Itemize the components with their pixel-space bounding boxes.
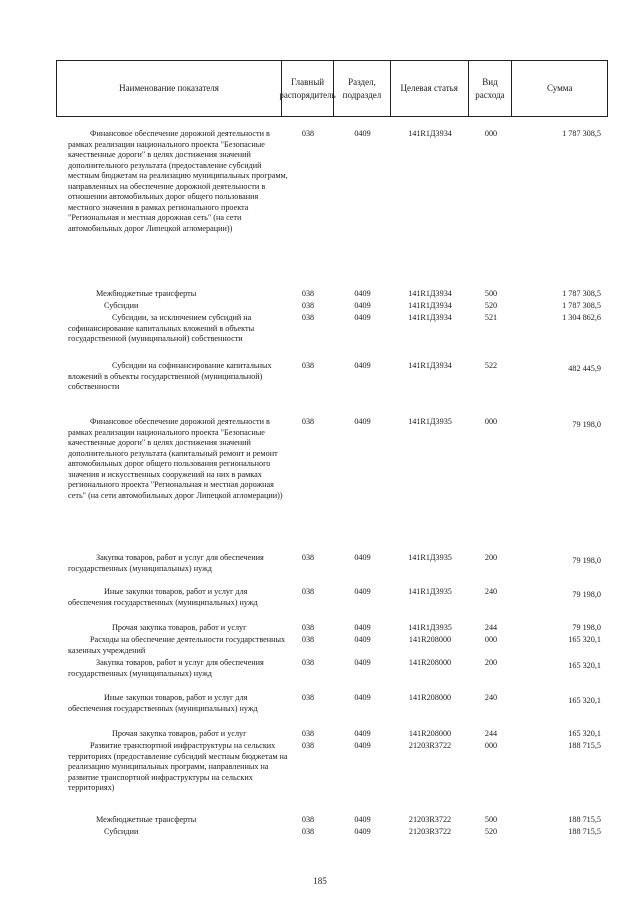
- row-razdel: 0409: [354, 635, 371, 644]
- row-name: Закупка товаров, работ и услуг для обеспечения государственных (муниципальных) нужд: [68, 658, 264, 678]
- row-name: Закупка товаров, работ и услуг для обеспечения государственных (муниципальных) нужд: [68, 553, 264, 573]
- row-vid: 200: [484, 658, 498, 667]
- row-celevaya: 141R1Д3934: [408, 129, 452, 138]
- row-celevaya: 21203R3722: [408, 741, 452, 750]
- row-celevaya: 141R1Д3934: [408, 301, 452, 310]
- row-vid: 500: [484, 815, 498, 824]
- row-celevaya: 141R1Д3935: [408, 587, 452, 596]
- row-razdel: 0409: [354, 313, 371, 322]
- row-vid: 000: [484, 741, 498, 750]
- row-vid: 244: [484, 729, 498, 738]
- row-name: Прочая закупка товаров, работ и услуг: [112, 623, 247, 632]
- row-vid: 240: [484, 693, 498, 702]
- row-summa: 79 198,0: [572, 556, 601, 565]
- row-vid: 521: [484, 313, 498, 322]
- row-razdel: 0409: [354, 693, 371, 702]
- header-glavny: Главный распорядитель: [282, 61, 334, 116]
- row-summa: 188 715,5: [568, 741, 601, 750]
- row-summa: 79 198,0: [572, 623, 601, 632]
- header-razdel: Раздел, подраздел: [334, 61, 391, 116]
- row-celevaya: 141R208000: [408, 693, 452, 702]
- row-razdel: 0409: [354, 815, 371, 824]
- row-celevaya: 141R1Д3934: [408, 313, 452, 322]
- row-glavny: 038: [301, 741, 315, 750]
- row-razdel: 0409: [354, 417, 371, 426]
- row-summa: 1 787 308,5: [562, 129, 601, 138]
- row-vid: 520: [484, 301, 498, 310]
- row-vid: 500: [484, 289, 498, 298]
- row-celevaya: 141R1Д3934: [408, 361, 452, 370]
- header-vid: Вид расхода: [469, 61, 513, 116]
- row-razdel: 0409: [354, 658, 371, 667]
- row-name: Межбюджетные трансферты: [96, 289, 197, 298]
- row-glavny: 038: [301, 693, 315, 702]
- row-razdel: 0409: [354, 587, 371, 596]
- row-glavny: 038: [301, 635, 315, 644]
- row-razdel: 0409: [354, 361, 371, 370]
- row-celevaya: 141R1Д3935: [408, 553, 452, 562]
- row-glavny: 038: [301, 827, 315, 836]
- row-razdel: 0409: [354, 729, 371, 738]
- row-summa: 165 320,1: [568, 635, 601, 644]
- row-summa: 482 445,9: [568, 364, 601, 373]
- row-glavny: 038: [301, 301, 315, 310]
- row-razdel: 0409: [354, 553, 371, 562]
- row-name: Расходы на обеспечение деятельности государственных казенных учреждений: [68, 635, 286, 655]
- row-vid: 000: [484, 129, 498, 138]
- row-vid: 522: [484, 361, 498, 370]
- row-razdel: 0409: [354, 623, 371, 632]
- row-summa: 188 715,5: [568, 827, 601, 836]
- row-vid: 244: [484, 623, 498, 632]
- row-summa: 1 787 308,5: [562, 301, 601, 310]
- row-name: Иные закупки товаров, работ и услуг для обеспечения государственных (муниципальных) нужд: [68, 693, 258, 713]
- row-summa: 1 304 862,6: [562, 313, 601, 322]
- row-celevaya: 141R208000: [408, 635, 452, 644]
- row-name: Субсидии: [104, 301, 139, 310]
- row-glavny: 038: [301, 313, 315, 322]
- row-summa: 165 320,1: [568, 661, 601, 670]
- row-celevaya: 141R1Д3935: [408, 417, 452, 426]
- row-celevaya: 21203R3722: [408, 827, 452, 836]
- row-glavny: 038: [301, 417, 315, 426]
- row-vid: 520: [484, 827, 498, 836]
- row-vid: 240: [484, 587, 498, 596]
- row-summa: 165 320,1: [568, 696, 601, 705]
- row-name: Прочая закупка товаров, работ и услуг: [112, 729, 247, 738]
- row-celevaya: 141R208000: [408, 658, 452, 667]
- row-summa: 79 198,0: [572, 420, 601, 429]
- header-celevaya: Целевая статья: [391, 61, 469, 116]
- row-name: Субсидии на софинансирование капитальных вложений в объекты государственной (муниципальной) собственности: [68, 361, 272, 391]
- row-name: Субсидии: [104, 827, 139, 836]
- row-celevaya: 141R208000: [408, 729, 452, 738]
- row-name: Иные закупки товаров, работ и услуг для обеспечения государственных (муниципальных) нужд: [68, 587, 258, 607]
- row-razdel: 0409: [354, 289, 371, 298]
- row-summa: 1 787 308,5: [562, 289, 601, 298]
- row-glavny: 038: [301, 623, 315, 632]
- row-glavny: 038: [301, 658, 315, 667]
- row-vid: 000: [484, 417, 498, 426]
- row-glavny: 038: [301, 289, 315, 298]
- row-glavny: 038: [301, 553, 315, 562]
- row-name: Развитие транспортной инфраструктуры на сельских территориях (предоставление субсидий местным бюджетам на реализацию муниципальных программ, направленных на развитие транспортной инфраструктуры на сельских территориях): [68, 741, 288, 792]
- row-glavny: 038: [301, 361, 315, 370]
- row-vid: 000: [484, 635, 498, 644]
- row-glavny: 038: [301, 729, 315, 738]
- row-name: Финансовое обеспечение дорожной деятельности в рамках реализации национального проекта "Безопасные качественные дороги" в целях достижения значений дополнительного результата (капитальный ремонт и ремонт автомобильных дорог общего пользования регионального значения и искусственных сооружений на них в рамках регионального проекта "Региональная и местная дорожная сеть" (на сети автомобильных дорог Липецкой агломерации)): [68, 417, 283, 500]
- row-celevaya: 21203R3722: [408, 815, 452, 824]
- row-summa: 188 715,5: [568, 815, 601, 824]
- row-summa: 79 198,0: [572, 590, 601, 599]
- row-glavny: 038: [301, 129, 315, 138]
- row-glavny: 038: [301, 587, 315, 596]
- header-name: Наименование показателя: [57, 61, 282, 116]
- row-celevaya: 141R1Д3934: [408, 289, 452, 298]
- row-glavny: 038: [301, 815, 315, 824]
- page-number: 185: [313, 876, 327, 886]
- table-header: [56, 60, 608, 117]
- header-summa: Сумма: [546, 83, 573, 93]
- row-razdel: 0409: [354, 827, 371, 836]
- row-razdel: 0409: [354, 301, 371, 310]
- row-name: Межбюджетные трансферты: [96, 815, 197, 824]
- row-vid: 200: [484, 553, 498, 562]
- row-razdel: 0409: [354, 129, 371, 138]
- row-razdel: 0409: [354, 741, 371, 750]
- row-name: Субсидии, за исключением субсидий на софинансирование капитальных вложений в объекты государственной (муниципальной) собственности: [68, 313, 255, 343]
- row-summa: 165 320,1: [568, 729, 601, 738]
- row-celevaya: 141R1Д3935: [408, 623, 452, 632]
- row-name: Финансовое обеспечение дорожной деятельности в рамках реализации национального проекта "Безопасные качественные дороги" в целях достижения значений дополнительного результата (предоставление субсидий местным бюджетам на реализацию муниципальных программ, направленных на обеспечение дорожной деятельности в отношении автомобильных дорог общего пользования местного значения в рамках регионального проекта "Региональная и местная дорожная сеть" (на сети автомобильных дорог Липецкой агломерации)): [68, 129, 288, 233]
